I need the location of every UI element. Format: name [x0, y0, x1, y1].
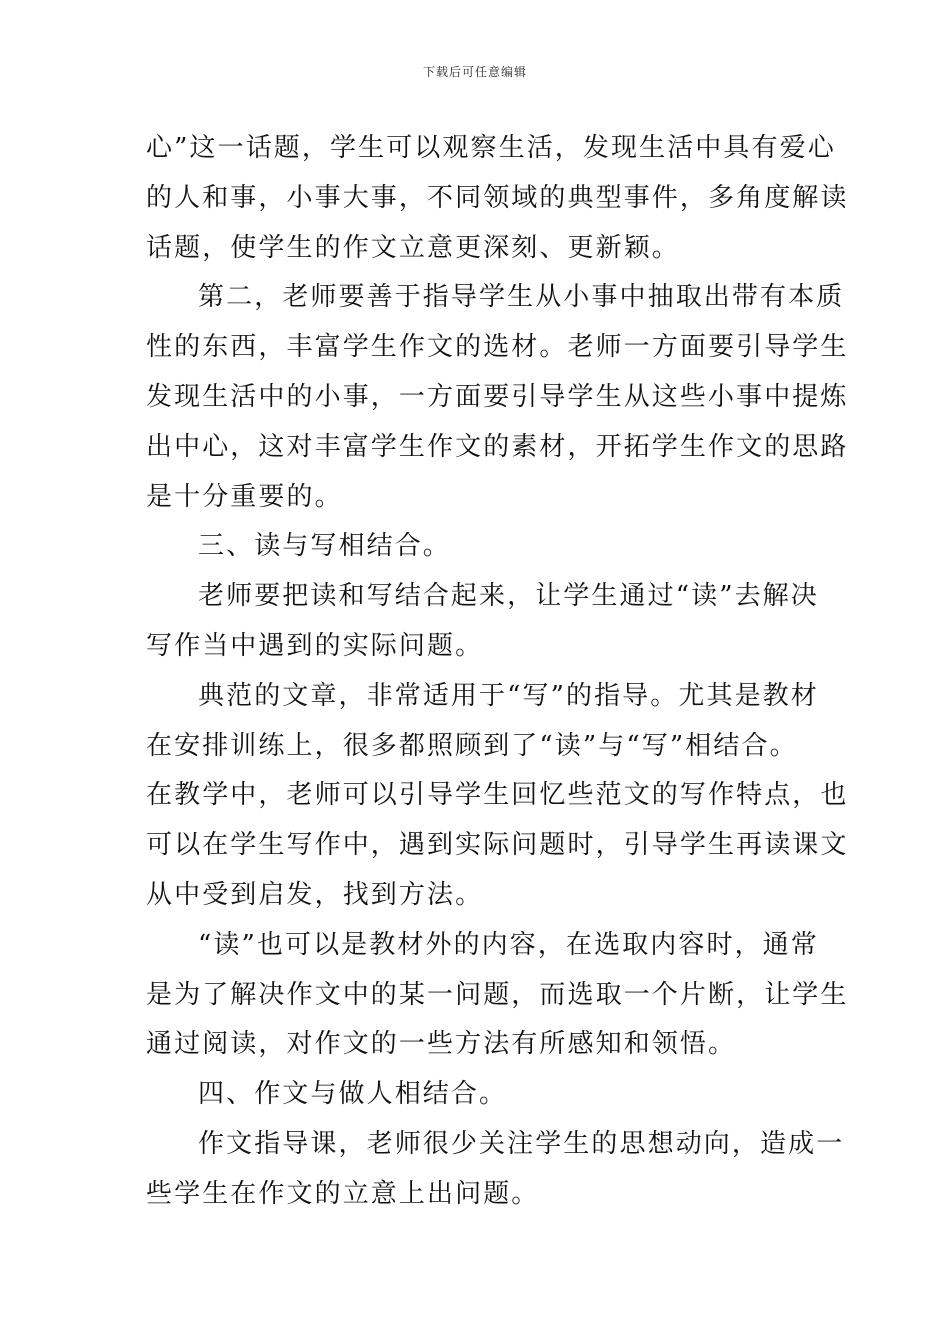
section-heading: 四、作文与做人相结合。	[198, 1079, 508, 1110]
section-heading: 三、读与写相结合。	[198, 531, 451, 562]
text-line: 些学生在作文的立意上出问题。	[146, 1178, 540, 1209]
header-note: 下载后可任意编辑	[422, 65, 527, 79]
paragraph-start-line: 老师要把读和写结合起来，让学生通过“读”去解决	[198, 581, 819, 612]
text-line: 心”这一话题，学生可以观察生活，发现生活中具有爱心	[146, 133, 836, 163]
paragraph-start-line: 作文指导课，老师很少关注学生的思想动向，造成一	[198, 1128, 845, 1159]
text-line: 出中心，这对丰富学生作文的素材，开拓学生作文的思路	[146, 431, 849, 462]
paragraph-start-line: “读”也可以是教材外的内容，在选取内容时，通常	[198, 929, 819, 960]
text-line: 可以在学生写作中，遇到实际问题时，引导学生再读课文	[146, 830, 849, 861]
paragraph-start-line: 典范的文章，非常适用于“写”的指导。尤其是教材	[198, 680, 819, 711]
text-line: 性的东西，丰富学生作文的选材。老师一方面要引导学生	[146, 332, 849, 363]
text-line: 写作当中遇到的实际问题。	[146, 630, 484, 661]
text-line: 发现生活中的小事，一方面要引导学生从这些小事中提炼	[146, 381, 849, 412]
text-line: 是为了解决作文中的某一问题，而选取一个片断，让学生	[146, 979, 849, 1010]
text-line: 通过阅读，对作文的一些方法有所感知和领悟。	[146, 1029, 737, 1060]
text-line: 从中受到启发，找到方法。	[146, 879, 484, 910]
text-line: 话题，使学生的作文立意更深刻、更新颖。	[146, 232, 680, 263]
text-line: 的人和事，小事大事，不同领域的典型事件，多角度解读	[146, 182, 849, 213]
text-line: 是十分重要的。	[146, 481, 343, 512]
paragraph-start-line: 第二，老师要善于指导学生从小事中抽取出带有本质	[198, 282, 845, 313]
text-line: 在安排训练上，很多都照顾到了“读”与“写”相结合。	[146, 730, 798, 761]
body-text	[146, 124, 849, 1220]
text-line: 在教学中，老师可以引导学生回忆些范文的写作特点，也	[146, 780, 849, 811]
